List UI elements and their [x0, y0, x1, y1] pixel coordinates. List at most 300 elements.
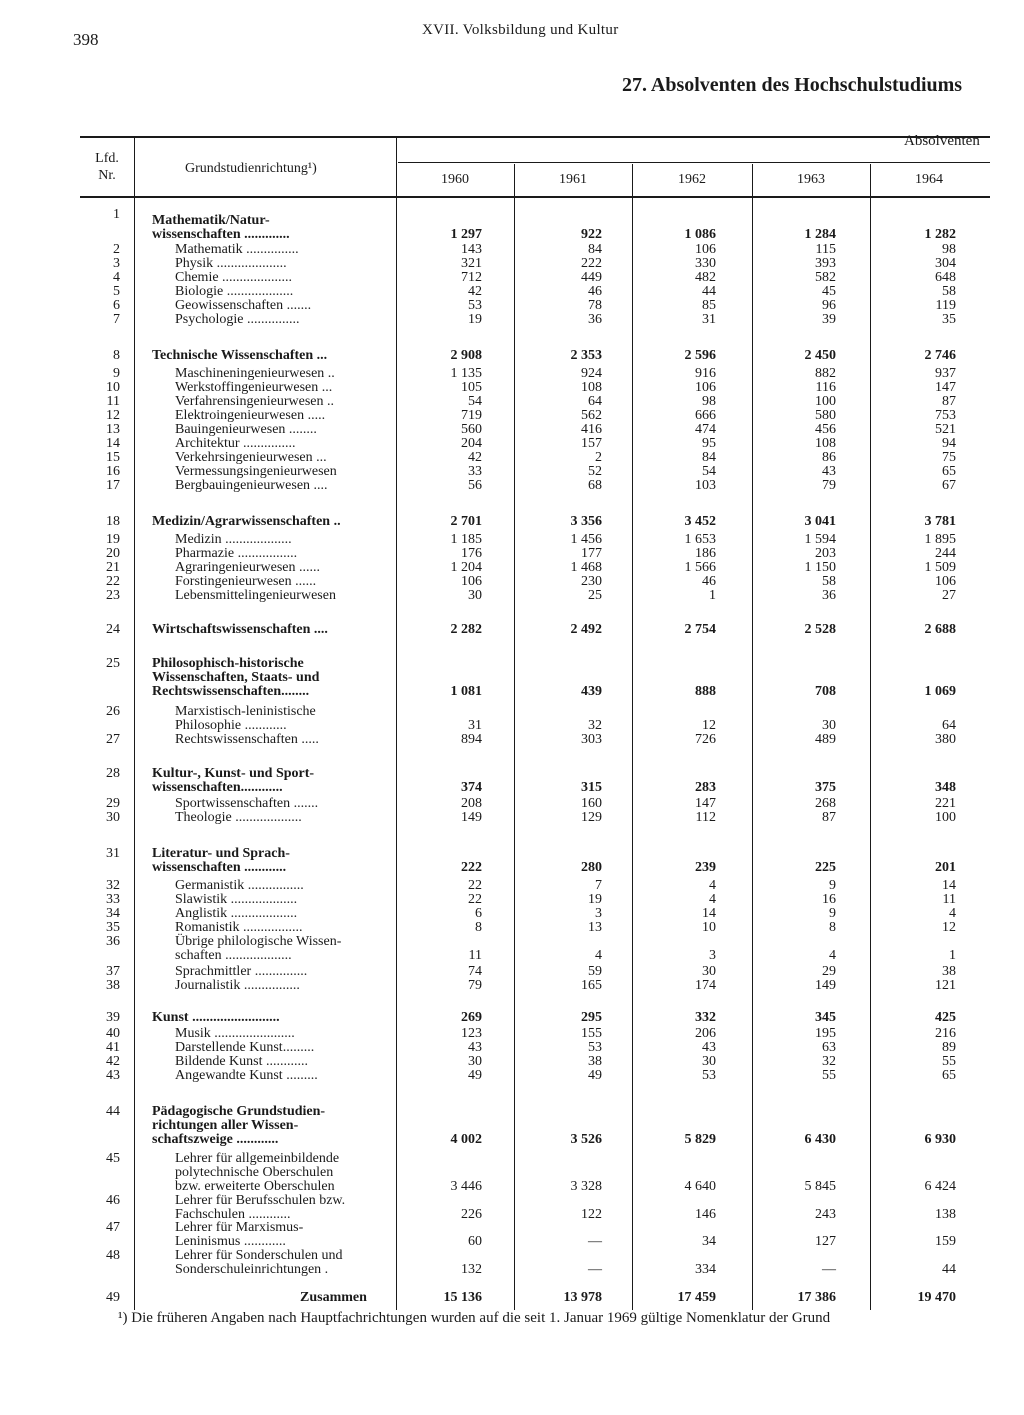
value-cell: 334: [695, 1262, 716, 1277]
value-cell: 1 653: [684, 532, 716, 547]
row-label: Journalistik ................: [175, 978, 300, 993]
value-cell: 100: [815, 394, 836, 409]
value-cell: 147: [935, 380, 956, 395]
row-label: Mathematik/Natur-: [152, 213, 270, 228]
row-label: Lebensmittelingenieurwesen: [175, 588, 336, 603]
value-cell: 1 135: [450, 366, 482, 381]
row-label: Angewandte Kunst .........: [175, 1068, 318, 1083]
value-cell: 121: [935, 978, 956, 993]
value-cell: 30: [468, 588, 482, 603]
header-bottom-rule: [80, 196, 990, 198]
row-number: 5: [113, 284, 120, 299]
value-cell: 127: [815, 1234, 836, 1249]
value-cell: 1 185: [450, 532, 482, 547]
value-cell: 46: [702, 574, 716, 589]
value-cell: 216: [935, 1026, 956, 1041]
value-cell: 222: [461, 860, 482, 875]
value-cell: 330: [695, 256, 716, 271]
value-cell: 100: [935, 810, 956, 825]
value-cell: 16: [822, 892, 836, 907]
value-cell: 116: [815, 380, 836, 395]
value-cell: 55: [942, 1054, 956, 1069]
value-cell: 149: [815, 978, 836, 993]
running-head: XVII. Volksbildung und Kultur: [422, 22, 619, 38]
value-cell: 85: [702, 298, 716, 313]
value-cell: 12: [702, 718, 716, 733]
row-label: richtungen aller Wissen-: [152, 1118, 299, 1133]
row-number: 27: [106, 732, 120, 747]
value-cell: 30: [702, 964, 716, 979]
value-cell: 56: [468, 478, 482, 493]
row-label: Agraringenieurwesen ......: [175, 560, 321, 575]
row-label: Bildende Kunst ............: [175, 1054, 308, 1069]
value-cell: 89: [942, 1040, 956, 1055]
value-cell: 32: [822, 1054, 836, 1069]
row-number: 42: [106, 1054, 120, 1069]
value-cell: 221: [935, 796, 956, 811]
value-cell: 53: [588, 1040, 602, 1055]
row-label: Mathematik ...............: [175, 242, 299, 257]
row-label: Lehrer für Sonderschulen und: [175, 1248, 343, 1263]
value-cell: 482: [695, 270, 716, 285]
footnote: ¹) Die früheren Angaben nach Hauptfachrichtungen wurden auf die seit 1. Januar 1969 gültige Nomenklatur der Grund: [118, 1310, 831, 1326]
value-cell: 2 746: [924, 348, 956, 363]
value-cell: 44: [702, 284, 716, 299]
value-cell: 19: [588, 892, 602, 907]
value-cell: 726: [695, 732, 716, 747]
value-cell: 14: [702, 906, 716, 921]
value-cell: 208: [461, 796, 482, 811]
value-cell: 22: [468, 892, 482, 907]
row-number: 8: [113, 348, 120, 363]
value-cell: 4: [949, 906, 956, 921]
value-cell: 115: [815, 242, 836, 257]
row-number: 1: [113, 207, 120, 222]
row-number: 19: [106, 532, 120, 547]
value-cell: 68: [588, 478, 602, 493]
row-label: Werkstoffingenieurwesen ...: [175, 380, 333, 395]
value-cell: 206: [695, 1026, 716, 1041]
header-sub-rule: [398, 162, 990, 163]
value-cell: 119: [935, 298, 956, 313]
value-cell: 160: [581, 796, 602, 811]
row-label: Vermessungsingenieurwesen: [175, 464, 337, 479]
row-label: schaftszweige ............: [152, 1132, 279, 1147]
value-cell: 239: [695, 860, 716, 875]
row-number: 35: [106, 920, 120, 935]
value-cell: 52: [588, 464, 602, 479]
value-cell: 304: [935, 256, 956, 271]
value-cell: 380: [935, 732, 956, 747]
value-cell: 2 450: [804, 348, 836, 363]
value-cell: 280: [581, 860, 602, 875]
value-cell: 916: [695, 366, 716, 381]
row-label: Medizin ...................: [175, 532, 292, 547]
row-label: Romanistik .................: [175, 920, 303, 935]
row-number: 26: [106, 704, 120, 719]
value-cell: 65: [942, 1068, 956, 1083]
value-cell: 106: [695, 380, 716, 395]
row-label: Kultur-, Kunst- und Sport-: [152, 766, 315, 781]
value-cell: 39: [822, 312, 836, 327]
row-number: 10: [106, 380, 120, 395]
value-cell: 53: [468, 298, 482, 313]
value-cell: 1: [709, 588, 716, 603]
value-cell: 84: [588, 242, 602, 257]
row-number: 49: [106, 1290, 120, 1305]
row-number: 20: [106, 546, 120, 561]
row-label: Lehrer für Berufsschulen bzw.: [175, 1193, 346, 1208]
row-label: Kunst .........................: [152, 1010, 280, 1025]
value-cell: 84: [702, 450, 716, 465]
value-cell: 3 781: [924, 514, 956, 529]
value-cell: 34: [702, 1234, 716, 1249]
value-cell: 106: [695, 242, 716, 257]
value-cell: 2 353: [570, 348, 602, 363]
row-label: Medizin/Agrarwissenschaften ..: [152, 514, 341, 529]
value-cell: —: [822, 1262, 836, 1277]
value-cell: 753: [935, 408, 956, 423]
row-number: 9: [113, 366, 120, 381]
row-label: Germanistik ................: [175, 878, 304, 893]
value-cell: 3 452: [684, 514, 716, 529]
value-cell: 6 430: [804, 1132, 836, 1147]
value-cell: 30: [468, 1054, 482, 1069]
row-number: 11: [106, 394, 120, 409]
row-number: 28: [106, 766, 120, 781]
value-cell: 4: [709, 878, 716, 893]
value-cell: 58: [822, 574, 836, 589]
value-cell: 582: [815, 270, 836, 285]
value-cell: 1 069: [924, 684, 956, 699]
value-cell: 155: [581, 1026, 602, 1041]
row-number: 3: [113, 256, 120, 271]
value-cell: 11: [942, 892, 956, 907]
value-cell: 5 829: [684, 1132, 716, 1147]
value-cell: —: [588, 1262, 602, 1277]
row-number: 39: [106, 1010, 120, 1025]
value-cell: 75: [942, 450, 956, 465]
header-year-1963: 1963: [797, 172, 825, 187]
value-cell: 521: [935, 422, 956, 437]
value-cell: 230: [581, 574, 602, 589]
value-cell: 98: [702, 394, 716, 409]
value-cell: 1 284: [804, 227, 836, 242]
header-year-1962: 1962: [678, 172, 706, 187]
value-cell: 3 041: [804, 514, 836, 529]
row-number: 48: [106, 1248, 120, 1263]
value-cell: 11: [468, 948, 482, 963]
row-label: Philosophie ............: [175, 718, 287, 733]
value-cell: 143: [461, 242, 482, 257]
value-cell: 4 640: [684, 1179, 716, 1194]
value-cell: 888: [695, 684, 716, 699]
table-top-rule: [80, 136, 990, 138]
value-cell: 922: [581, 227, 602, 242]
row-number: 16: [106, 464, 120, 479]
value-cell: 283: [695, 780, 716, 795]
value-cell: 14: [942, 878, 956, 893]
value-cell: 19 470: [917, 1290, 956, 1305]
row-label: Verfahrensingenieurwesen ..: [175, 394, 334, 409]
value-cell: 8: [475, 920, 482, 935]
value-cell: 95: [702, 436, 716, 451]
value-cell: 2 492: [570, 622, 602, 637]
value-cell: 138: [935, 1207, 956, 1222]
value-cell: 65: [942, 464, 956, 479]
value-cell: 719: [461, 408, 482, 423]
row-number: 38: [106, 978, 120, 993]
row-number: 15: [106, 450, 120, 465]
value-cell: 45: [822, 284, 836, 299]
value-cell: 63: [822, 1040, 836, 1055]
value-cell: 560: [461, 422, 482, 437]
value-cell: 38: [942, 964, 956, 979]
value-cell: 374: [461, 780, 482, 795]
row-number: 7: [113, 312, 120, 327]
value-cell: 79: [822, 478, 836, 493]
value-cell: 13: [588, 920, 602, 935]
value-cell: 4 002: [450, 1132, 482, 1147]
value-cell: 176: [461, 546, 482, 561]
value-cell: 303: [581, 732, 602, 747]
value-cell: 243: [815, 1207, 836, 1222]
value-cell: 32: [588, 718, 602, 733]
value-cell: 226: [461, 1207, 482, 1222]
row-number: 45: [106, 1151, 120, 1166]
value-cell: 60: [468, 1234, 482, 1249]
row-number: 31: [106, 846, 120, 861]
value-cell: 67: [942, 478, 956, 493]
value-cell: 315: [581, 780, 602, 795]
value-cell: 3: [709, 948, 716, 963]
value-cell: —: [588, 1234, 602, 1249]
value-cell: 2 528: [804, 622, 836, 637]
row-label: Technische Wissenschaften ...: [152, 348, 328, 363]
value-cell: 30: [822, 718, 836, 733]
row-label: polytechnische Oberschulen: [175, 1165, 334, 1180]
row-label: Forstingenieurwesen ......: [175, 574, 317, 589]
row-label: Pharmazie .................: [175, 546, 298, 561]
value-cell: 165: [581, 978, 602, 993]
row-label: Sprachmittler ...............: [175, 964, 308, 979]
value-cell: 1 297: [450, 227, 482, 242]
row-label: Musik .......................: [175, 1026, 295, 1041]
value-cell: 937: [935, 366, 956, 381]
value-cell: 54: [468, 394, 482, 409]
row-number: 47: [106, 1220, 120, 1235]
value-cell: 195: [815, 1026, 836, 1041]
value-cell: 64: [942, 718, 956, 733]
value-cell: 177: [581, 546, 602, 561]
value-cell: 35: [942, 312, 956, 327]
value-cell: 6 930: [924, 1132, 956, 1147]
row-label: Maschineningenieurwesen ..: [175, 366, 335, 381]
value-cell: 30: [702, 1054, 716, 1069]
value-cell: 2 688: [924, 622, 956, 637]
row-number: 23: [106, 588, 120, 603]
row-number: 29: [106, 796, 120, 811]
value-cell: 1 081: [450, 684, 482, 699]
row-number: 25: [106, 656, 120, 671]
row-label: Theologie ...................: [175, 810, 302, 825]
col-divider-lfd: [134, 138, 135, 1310]
value-cell: 7: [595, 878, 602, 893]
value-cell: 648: [935, 270, 956, 285]
row-number: 21: [106, 560, 120, 575]
value-cell: 6: [475, 906, 482, 921]
value-cell: 122: [581, 1207, 602, 1222]
value-cell: 9: [829, 878, 836, 893]
value-cell: 46: [588, 284, 602, 299]
value-cell: 321: [461, 256, 482, 271]
row-number: 37: [106, 964, 120, 979]
row-number: 36: [106, 934, 120, 949]
value-cell: 87: [942, 394, 956, 409]
value-cell: 98: [942, 242, 956, 257]
value-cell: 186: [695, 546, 716, 561]
value-cell: 49: [588, 1068, 602, 1083]
value-cell: 147: [695, 796, 716, 811]
value-cell: 36: [588, 312, 602, 327]
value-cell: 42: [468, 284, 482, 299]
value-cell: 112: [695, 810, 716, 825]
value-cell: 15 136: [443, 1290, 482, 1305]
value-cell: 8: [829, 920, 836, 935]
row-label: Literatur- und Sprach-: [152, 846, 290, 861]
value-cell: 2: [595, 450, 602, 465]
row-number: 34: [106, 906, 120, 921]
row-label: Darstellende Kunst.........: [175, 1040, 315, 1055]
value-cell: 1 468: [570, 560, 602, 575]
row-label: Verkehrsingenieurwesen ...: [175, 450, 327, 465]
value-cell: 1 456: [570, 532, 602, 547]
row-label: Lehrer für Marxismus-: [175, 1220, 304, 1235]
value-cell: 416: [581, 422, 602, 437]
value-cell: 53: [702, 1068, 716, 1083]
value-cell: 2 282: [450, 622, 482, 637]
value-cell: 17 459: [677, 1290, 716, 1305]
value-cell: 43: [702, 1040, 716, 1055]
row-number: 4: [113, 270, 120, 285]
value-cell: 149: [461, 810, 482, 825]
header-absolventen: Absolventen: [904, 133, 980, 149]
value-cell: 106: [935, 574, 956, 589]
value-cell: 31: [468, 718, 482, 733]
row-label: Fachschulen ............: [175, 1207, 291, 1222]
value-cell: 3 356: [570, 514, 602, 529]
value-cell: 2 596: [684, 348, 716, 363]
value-cell: 1 282: [924, 227, 956, 242]
value-cell: 106: [461, 574, 482, 589]
value-cell: 1: [949, 948, 956, 963]
value-cell: 894: [461, 732, 482, 747]
row-number: 17: [106, 478, 120, 493]
value-cell: 49: [468, 1068, 482, 1083]
value-cell: 201: [935, 860, 956, 875]
value-cell: 54: [702, 464, 716, 479]
row-number: 2: [113, 242, 120, 257]
value-cell: 456: [815, 422, 836, 437]
row-label: Slawistik ...................: [175, 892, 298, 907]
value-cell: 10: [702, 920, 716, 935]
value-cell: 123: [461, 1026, 482, 1041]
value-cell: 33: [468, 464, 482, 479]
row-label: wissenschaften ............: [152, 860, 287, 875]
value-cell: 55: [822, 1068, 836, 1083]
value-cell: 87: [822, 810, 836, 825]
row-number: 30: [106, 810, 120, 825]
value-cell: 425: [935, 1010, 956, 1025]
value-cell: 159: [935, 1234, 956, 1249]
value-cell: 29: [822, 964, 836, 979]
value-cell: 449: [581, 270, 602, 285]
value-cell: 4: [829, 948, 836, 963]
value-cell: 268: [815, 796, 836, 811]
value-cell: 348: [935, 780, 956, 795]
value-cell: 25: [588, 588, 602, 603]
row-label: Wissenschaften, Staats- und: [152, 670, 320, 685]
value-cell: 3: [595, 906, 602, 921]
value-cell: 712: [461, 270, 482, 285]
value-cell: 31: [702, 312, 716, 327]
row-label: Pädagogische Grundstudien-: [152, 1104, 326, 1119]
value-cell: 666: [695, 408, 716, 423]
value-cell: 129: [581, 810, 602, 825]
value-cell: 79: [468, 978, 482, 993]
value-cell: 1 895: [924, 532, 956, 547]
header-year-1964: 1964: [915, 172, 943, 187]
row-number: 44: [106, 1104, 120, 1119]
value-cell: 132: [461, 1262, 482, 1277]
row-label: schaften ...................: [175, 948, 292, 963]
row-number: 43: [106, 1068, 120, 1083]
row-number: 46: [106, 1193, 120, 1208]
row-label: Rechtswissenschaften........: [152, 684, 310, 699]
row-number: 41: [106, 1040, 120, 1055]
value-cell: 1 594: [804, 532, 836, 547]
value-cell: 204: [461, 436, 482, 451]
header-year-1961: 1961: [559, 172, 587, 187]
page-number: 398: [73, 30, 99, 49]
row-number: 33: [106, 892, 120, 907]
value-cell: 1 086: [684, 227, 716, 242]
value-cell: 2 701: [450, 514, 482, 529]
row-number: 32: [106, 878, 120, 893]
row-number: 24: [106, 622, 120, 637]
row-label: Wirtschaftswissenschaften ....: [152, 622, 328, 637]
value-cell: 1 566: [684, 560, 716, 575]
value-cell: 38: [588, 1054, 602, 1069]
value-cell: 13 978: [563, 1290, 602, 1305]
value-cell: 22: [468, 878, 482, 893]
value-cell: 103: [695, 478, 716, 493]
header-year-1960: 1960: [441, 172, 469, 187]
row-label: Lehrer für allgemeinbildende: [175, 1151, 340, 1166]
value-cell: 42: [468, 450, 482, 465]
value-cell: 78: [588, 298, 602, 313]
value-cell: 1 204: [450, 560, 482, 575]
value-cell: 146: [695, 1207, 716, 1222]
value-cell: 1 150: [804, 560, 836, 575]
row-label: Bauingenieurwesen ........: [175, 422, 317, 437]
value-cell: 375: [815, 780, 836, 795]
value-cell: 9: [829, 906, 836, 921]
value-cell: 27: [942, 588, 956, 603]
value-cell: 269: [461, 1010, 482, 1025]
row-number: 6: [113, 298, 120, 313]
row-label: Übrige philologische Wissen-: [175, 934, 342, 949]
